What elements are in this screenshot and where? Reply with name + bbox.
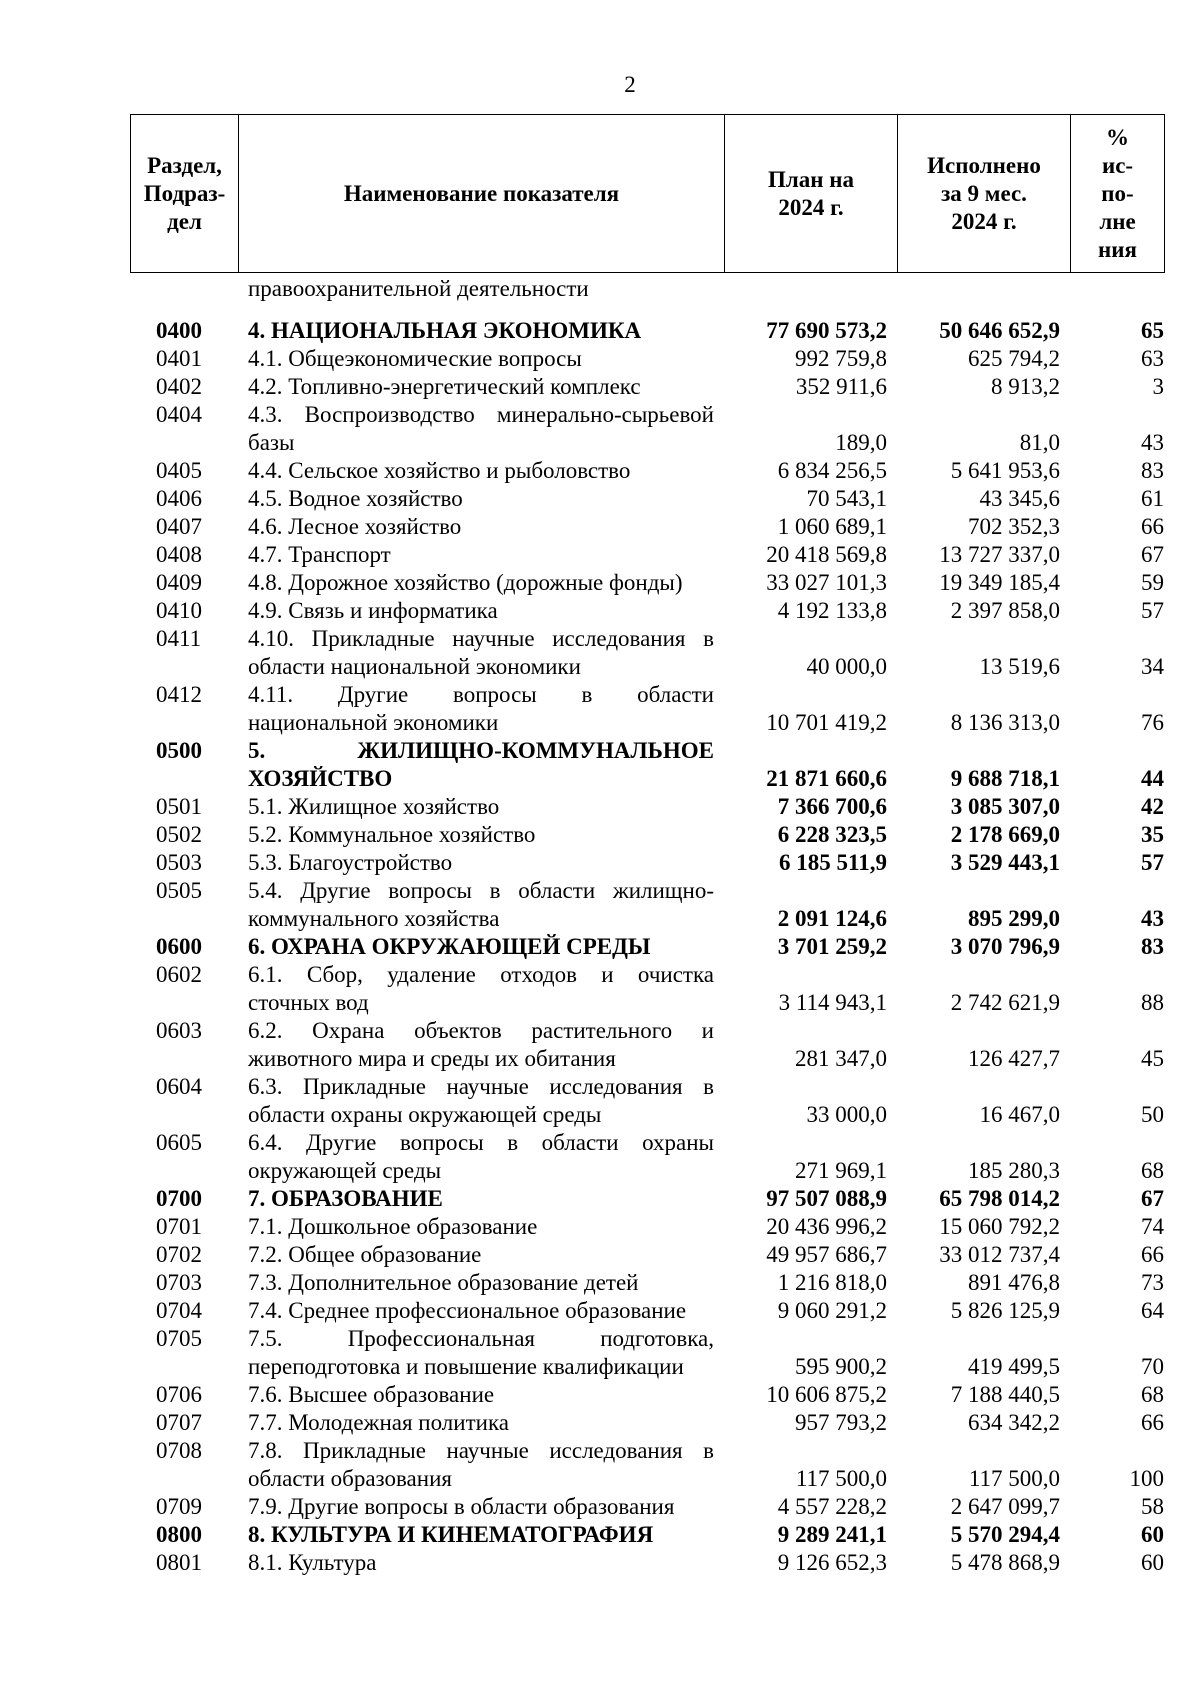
row-exec: 117 500,0 (968, 1466, 1060, 1491)
row-exec: 895 299,0 (968, 906, 1060, 931)
row-plan: 10 606 875,2 (766, 1382, 887, 1407)
row-pct: 100 (1129, 1466, 1164, 1491)
table-row (130, 1213, 1164, 1241)
row-name (238, 569, 724, 597)
row-code: 0709 (156, 1494, 202, 1519)
row-plan: 20 418 569,8 (766, 542, 887, 567)
row-name-line: 7. ОБРАЗОВАНИЕ (248, 1186, 443, 1211)
row-name-line: базы (248, 430, 295, 455)
row-code: 0500 (156, 738, 202, 763)
row-exec: 5 641 953,6 (950, 458, 1060, 483)
row-name-line: области образования (248, 1466, 452, 1491)
row-plan: 6 228 323,5 (777, 822, 887, 847)
table-row (130, 877, 1164, 933)
row-plan: 957 793,2 (795, 1410, 887, 1435)
table-row (130, 485, 1164, 513)
table-row (130, 345, 1164, 373)
row-plan: 4 192 133,8 (777, 598, 887, 623)
row-pct: 43 (1141, 430, 1164, 455)
row-name-line: области охраны окружающей среды (248, 1102, 602, 1127)
row-plan: 281 347,0 (795, 1046, 887, 1071)
row-plan: 9 289 241,1 (777, 1522, 887, 1547)
row-exec (897, 275, 1070, 303)
row-plan: 271 969,1 (795, 1158, 887, 1183)
row-name (238, 1297, 724, 1325)
row-plan: 40 000,0 (806, 654, 887, 679)
row-name (238, 541, 724, 569)
row-pct: 61 (1141, 486, 1164, 511)
row-name (238, 1409, 724, 1437)
row-code: 0603 (156, 1018, 202, 1043)
row-exec: 2 397 858,0 (950, 598, 1060, 623)
table-row (130, 681, 1164, 737)
table-row (130, 849, 1164, 877)
row-name-line: 4. НАЦИОНАЛЬНАЯ ЭКОНОМИКА (248, 318, 642, 343)
row-name-line: окружающей среды (248, 1158, 442, 1183)
row-pct: 68 (1141, 1158, 1164, 1183)
table-row (130, 625, 1164, 681)
row-exec: 8 136 313,0 (950, 710, 1060, 735)
row-pct: 74 (1141, 1214, 1164, 1239)
row-name-line: правоохранительной деятельности (248, 276, 589, 301)
row-code: 0503 (156, 850, 202, 875)
row-plan: 6 834 256,5 (777, 458, 887, 483)
row-plan: 595 900,2 (795, 1354, 887, 1379)
row-name-line: 4.7. Транспорт (248, 542, 391, 567)
row-name-line: 8.1. Культура (248, 1550, 377, 1575)
row-code: 0411 (156, 626, 202, 651)
row-pct: 3 (1152, 374, 1164, 399)
row-exec: 81,0 (1019, 430, 1060, 455)
table-row (130, 1185, 1164, 1213)
table-row (130, 1297, 1164, 1325)
row-name-line: коммунального хозяйства (248, 906, 500, 931)
row-pct: 64 (1141, 1298, 1164, 1323)
table-row (130, 821, 1164, 849)
row-code: 0702 (156, 1242, 202, 1267)
row-code: 0801 (156, 1550, 202, 1575)
row-exec: 65 798 014,2 (939, 1186, 1060, 1211)
row-plan: 3 701 259,2 (777, 934, 887, 959)
row-plan: 33 000,0 (806, 1102, 887, 1127)
row-spacer (130, 303, 1164, 317)
row-code: 0404 (156, 402, 202, 427)
row-name-line: 6.2. Охрана объектов растительного и (248, 1018, 714, 1043)
row-pct: 67 (1141, 1186, 1164, 1211)
row-exec: 702 352,3 (968, 514, 1060, 539)
table-row (130, 401, 1164, 457)
row-name-line: 7.3. Дополнительное образование детей (248, 1270, 639, 1295)
table-body (130, 275, 1164, 1577)
header-plan: План на 2024 г. (725, 115, 898, 273)
row-name (238, 1549, 724, 1577)
row-name-line: сточных вод (248, 990, 369, 1015)
table-row (130, 1381, 1164, 1409)
row-name (238, 1381, 724, 1409)
row-name (238, 345, 724, 373)
row-plan: 21 871 660,6 (766, 766, 887, 791)
row-exec: 2 647 099,7 (950, 1494, 1060, 1519)
row-exec: 625 794,2 (968, 346, 1060, 371)
row-name-line: 7.4. Среднее профессиональное образование (248, 1298, 687, 1323)
row-name-line: 4.10. Прикладные научные исследования в (248, 626, 714, 651)
row-name-line: 4.9. Связь и информатика (248, 598, 498, 623)
row-name-line: 5. ЖИЛИЩНО-КОММУНАЛЬНОЕ (248, 738, 714, 763)
row-code: 0408 (156, 542, 202, 567)
table-row (130, 961, 1164, 1017)
row-name (238, 1493, 724, 1521)
row-plan: 49 957 686,7 (766, 1242, 887, 1267)
row-plan: 97 507 088,9 (766, 1186, 887, 1211)
header-code: Раздел, Подраз- дел (131, 115, 239, 273)
row-name-line: 4.1. Общеэкономические вопросы (248, 346, 582, 371)
row-name (238, 373, 724, 401)
row-code: 0602 (156, 962, 202, 987)
row-exec: 126 427,7 (968, 1046, 1060, 1071)
row-name-line: 7.2. Общее образование (248, 1242, 482, 1267)
row-name-line: 6. ОХРАНА ОКРУЖАЮЩЕЙ СРЕДЫ (248, 934, 651, 959)
row-name (238, 681, 724, 737)
table-row (130, 1549, 1164, 1577)
row-name (238, 1521, 724, 1549)
row-name-line: животного мира и среды их обитания (248, 1046, 616, 1071)
row-pct: 43 (1141, 906, 1164, 931)
row-name (238, 401, 724, 457)
row-name (238, 1129, 724, 1185)
row-plan: 9 126 652,3 (777, 1550, 887, 1575)
row-plan: 189,0 (835, 430, 887, 455)
row-code: 0412 (156, 682, 202, 707)
table-row (130, 1325, 1164, 1381)
row-exec: 185 280,3 (968, 1158, 1060, 1183)
row-name-line: 8. КУЛЬТУРА И КИНЕМАТОГРАФИЯ (248, 1522, 654, 1547)
row-code: 0706 (156, 1382, 202, 1407)
table-row (130, 1493, 1164, 1521)
row-name (238, 933, 724, 961)
row-name-line: национальной экономики (248, 710, 499, 735)
row-name-line: переподготовка и повышение квалификации (248, 1354, 684, 1379)
row-name-line: 5.2. Коммунальное хозяйство (248, 822, 536, 847)
row-code: 0402 (156, 374, 202, 399)
row-name-line: 7.1. Дошкольное образование (248, 1214, 538, 1239)
row-exec: 43 345,6 (979, 486, 1060, 511)
page-number: 2 (624, 72, 636, 97)
row-plan: 77 690 573,2 (766, 318, 887, 343)
row-pct: 60 (1141, 1522, 1164, 1547)
table-row (130, 1269, 1164, 1297)
row-code: 0605 (156, 1130, 202, 1155)
row-plan: 3 114 943,1 (778, 990, 887, 1015)
table-row (130, 275, 1164, 303)
row-pct: 88 (1141, 990, 1164, 1015)
row-name (238, 1185, 724, 1213)
row-name (238, 877, 724, 933)
row-exec: 5 478 868,9 (950, 1550, 1060, 1575)
row-name (238, 597, 724, 625)
row-exec: 891 476,8 (968, 1270, 1060, 1295)
row-plan: 10 701 419,2 (766, 710, 887, 735)
row-exec: 8 913,2 (991, 374, 1060, 399)
row-name-line: 4.2. Топливно-энергетический комплекс (248, 374, 641, 399)
row-plan: 2 091 124,6 (777, 906, 887, 931)
row-name-line: 4.8. Дорожное хозяйство (дорожные фонды) (248, 570, 683, 595)
table-row (130, 457, 1164, 485)
table-row (130, 1073, 1164, 1129)
row-name-line: 6.3. Прикладные научные исследования в (248, 1074, 714, 1099)
table-row (130, 597, 1164, 625)
row-pct: 34 (1141, 654, 1164, 679)
row-exec: 2 178 669,0 (950, 822, 1060, 847)
row-exec: 3 085 307,0 (950, 794, 1060, 819)
table-row (130, 569, 1164, 597)
row-name-line: 4.3. Воспроизводство минерально-сырьевой (248, 402, 714, 427)
table-row (130, 373, 1164, 401)
row-name-line: 4.6. Лесное хозяйство (248, 514, 462, 539)
row-pct: 66 (1141, 514, 1164, 539)
row-plan (724, 275, 897, 303)
row-pct: 68 (1141, 1382, 1164, 1407)
row-name-line: 6.4. Другие вопросы в области охраны (248, 1130, 714, 1155)
row-name (238, 1437, 724, 1493)
row-plan: 70 543,1 (806, 486, 887, 511)
row-exec: 19 349 185,4 (939, 570, 1060, 595)
row-name-line: 7.7. Молодежная политика (248, 1410, 509, 1435)
row-exec: 3 529 443,1 (950, 850, 1060, 875)
row-name-line: 7.6. Высшее образование (248, 1382, 495, 1407)
row-pct (1070, 275, 1164, 303)
table-row (130, 317, 1164, 345)
row-plan: 1 216 818,0 (777, 1270, 887, 1295)
header-name: Наименование показателя (239, 115, 725, 273)
row-name (238, 1017, 724, 1073)
table-row (130, 933, 1164, 961)
row-pct: 44 (1141, 766, 1164, 791)
row-plan: 9 060 291,2 (777, 1298, 887, 1323)
row-code: 0406 (156, 486, 202, 511)
row-name (238, 625, 724, 681)
row-name-line: области национальной экономики (248, 654, 581, 679)
row-pct: 59 (1141, 570, 1164, 595)
table-row (130, 1437, 1164, 1493)
row-pct: 60 (1141, 1550, 1164, 1575)
row-plan: 4 557 228,2 (777, 1494, 887, 1519)
row-plan: 7 366 700,6 (777, 794, 887, 819)
row-pct: 70 (1141, 1354, 1164, 1379)
row-code: 0800 (156, 1522, 202, 1547)
row-code: 0700 (156, 1186, 202, 1211)
table-row (130, 793, 1164, 821)
row-name-line: 6.1. Сбор, удаление отходов и очистка (248, 962, 714, 987)
row-name (238, 1269, 724, 1297)
row-code: 0405 (156, 458, 202, 483)
table-row (130, 737, 1164, 793)
row-name (238, 317, 724, 345)
row-code: 0705 (156, 1326, 202, 1351)
row-code: 0701 (156, 1214, 202, 1239)
row-name (238, 961, 724, 1017)
row-code: 0600 (156, 934, 202, 959)
row-pct: 73 (1141, 1270, 1164, 1295)
row-pct: 65 (1141, 318, 1164, 343)
row-name (238, 457, 724, 485)
row-exec: 15 060 792,2 (939, 1214, 1060, 1239)
row-exec: 13 727 337,0 (939, 542, 1060, 567)
header-exec: Исполнено за 9 мес. 2024 г. (898, 115, 1071, 273)
row-plan: 117 500,0 (795, 1466, 887, 1491)
row-name (238, 1073, 724, 1129)
row-name-line: 7.9. Другие вопросы в области образования (248, 1494, 675, 1519)
table-header (130, 114, 1165, 273)
table-row (130, 1409, 1164, 1437)
row-pct: 42 (1141, 794, 1164, 819)
row-name (238, 737, 724, 793)
table-row (130, 1241, 1164, 1269)
row-name (238, 485, 724, 513)
row-exec: 2 742 621,9 (950, 990, 1060, 1015)
row-code: 0703 (156, 1270, 202, 1295)
table-row (130, 1521, 1164, 1549)
row-plan: 20 436 996,2 (766, 1214, 887, 1239)
row-exec: 3 070 796,9 (950, 934, 1060, 959)
row-name (238, 1325, 724, 1381)
row-name (238, 821, 724, 849)
row-code: 0704 (156, 1298, 202, 1323)
row-name (238, 513, 724, 541)
row-name-line: 4.4. Сельское хозяйство и рыболовство (248, 458, 631, 483)
row-name (238, 793, 724, 821)
header-pct: % ис- по- лне ния (1071, 115, 1165, 273)
row-exec: 634 342,2 (968, 1410, 1060, 1435)
row-pct: 57 (1141, 850, 1164, 875)
row-name-line: 4.11. Другие вопросы в области (248, 682, 714, 707)
row-name-line: 5.3. Благоустройство (248, 850, 453, 875)
row-pct: 45 (1141, 1046, 1164, 1071)
row-code (130, 275, 238, 303)
row-pct: 63 (1141, 346, 1164, 371)
row-pct: 67 (1141, 542, 1164, 567)
row-code: 0604 (156, 1074, 202, 1099)
row-name (238, 275, 724, 303)
row-pct: 50 (1141, 1102, 1164, 1127)
row-name-line: 5.1. Жилищное хозяйство (248, 794, 500, 819)
row-pct: 66 (1141, 1242, 1164, 1267)
row-code: 0505 (156, 878, 202, 903)
row-code: 0502 (156, 822, 202, 847)
row-pct: 57 (1141, 598, 1164, 623)
row-exec: 5 826 125,9 (950, 1298, 1060, 1323)
row-name (238, 1241, 724, 1269)
table-row (130, 1017, 1164, 1073)
row-exec: 419 499,5 (968, 1354, 1060, 1379)
row-exec: 50 646 652,9 (939, 318, 1060, 343)
row-name-line: 4.5. Водное хозяйство (248, 486, 463, 511)
row-pct: 76 (1141, 710, 1164, 735)
table-row (130, 541, 1164, 569)
row-name-line: 7.5. Профессиональная подготовка, (248, 1326, 714, 1351)
row-plan: 6 185 511,9 (779, 850, 887, 875)
row-code: 0409 (156, 570, 202, 595)
row-code: 0407 (156, 514, 202, 539)
row-name (238, 1213, 724, 1241)
row-pct: 83 (1141, 934, 1164, 959)
row-name (238, 849, 724, 877)
row-pct: 35 (1141, 822, 1164, 847)
row-plan: 992 759,8 (795, 346, 887, 371)
row-plan: 33 027 101,3 (766, 570, 887, 595)
table-row (130, 1129, 1164, 1185)
row-name-line: 7.8. Прикладные научные исследования в (248, 1438, 714, 1463)
row-name-line: 5.4. Другие вопросы в области жилищно- (248, 878, 714, 903)
row-exec: 5 570 294,4 (950, 1522, 1060, 1547)
row-pct: 83 (1141, 458, 1164, 483)
row-code: 0501 (156, 794, 202, 819)
row-code: 0400 (156, 318, 202, 343)
table-row (130, 513, 1164, 541)
row-pct: 66 (1141, 1410, 1164, 1435)
row-code: 0707 (156, 1410, 202, 1435)
row-plan: 352 911,6 (795, 374, 887, 399)
row-exec: 9 688 718,1 (950, 766, 1060, 791)
row-exec: 7 188 440,5 (950, 1382, 1060, 1407)
row-code: 0401 (156, 346, 202, 371)
row-plan: 1 060 689,1 (777, 514, 887, 539)
row-exec: 16 467,0 (979, 1102, 1060, 1127)
row-code: 0410 (156, 598, 202, 623)
row-name-line: ХОЗЯЙСТВО (248, 766, 393, 791)
row-code: 0708 (156, 1438, 202, 1463)
row-exec: 13 519,6 (979, 654, 1060, 679)
row-pct: 58 (1141, 1494, 1164, 1519)
row-exec: 33 012 737,4 (939, 1242, 1060, 1267)
